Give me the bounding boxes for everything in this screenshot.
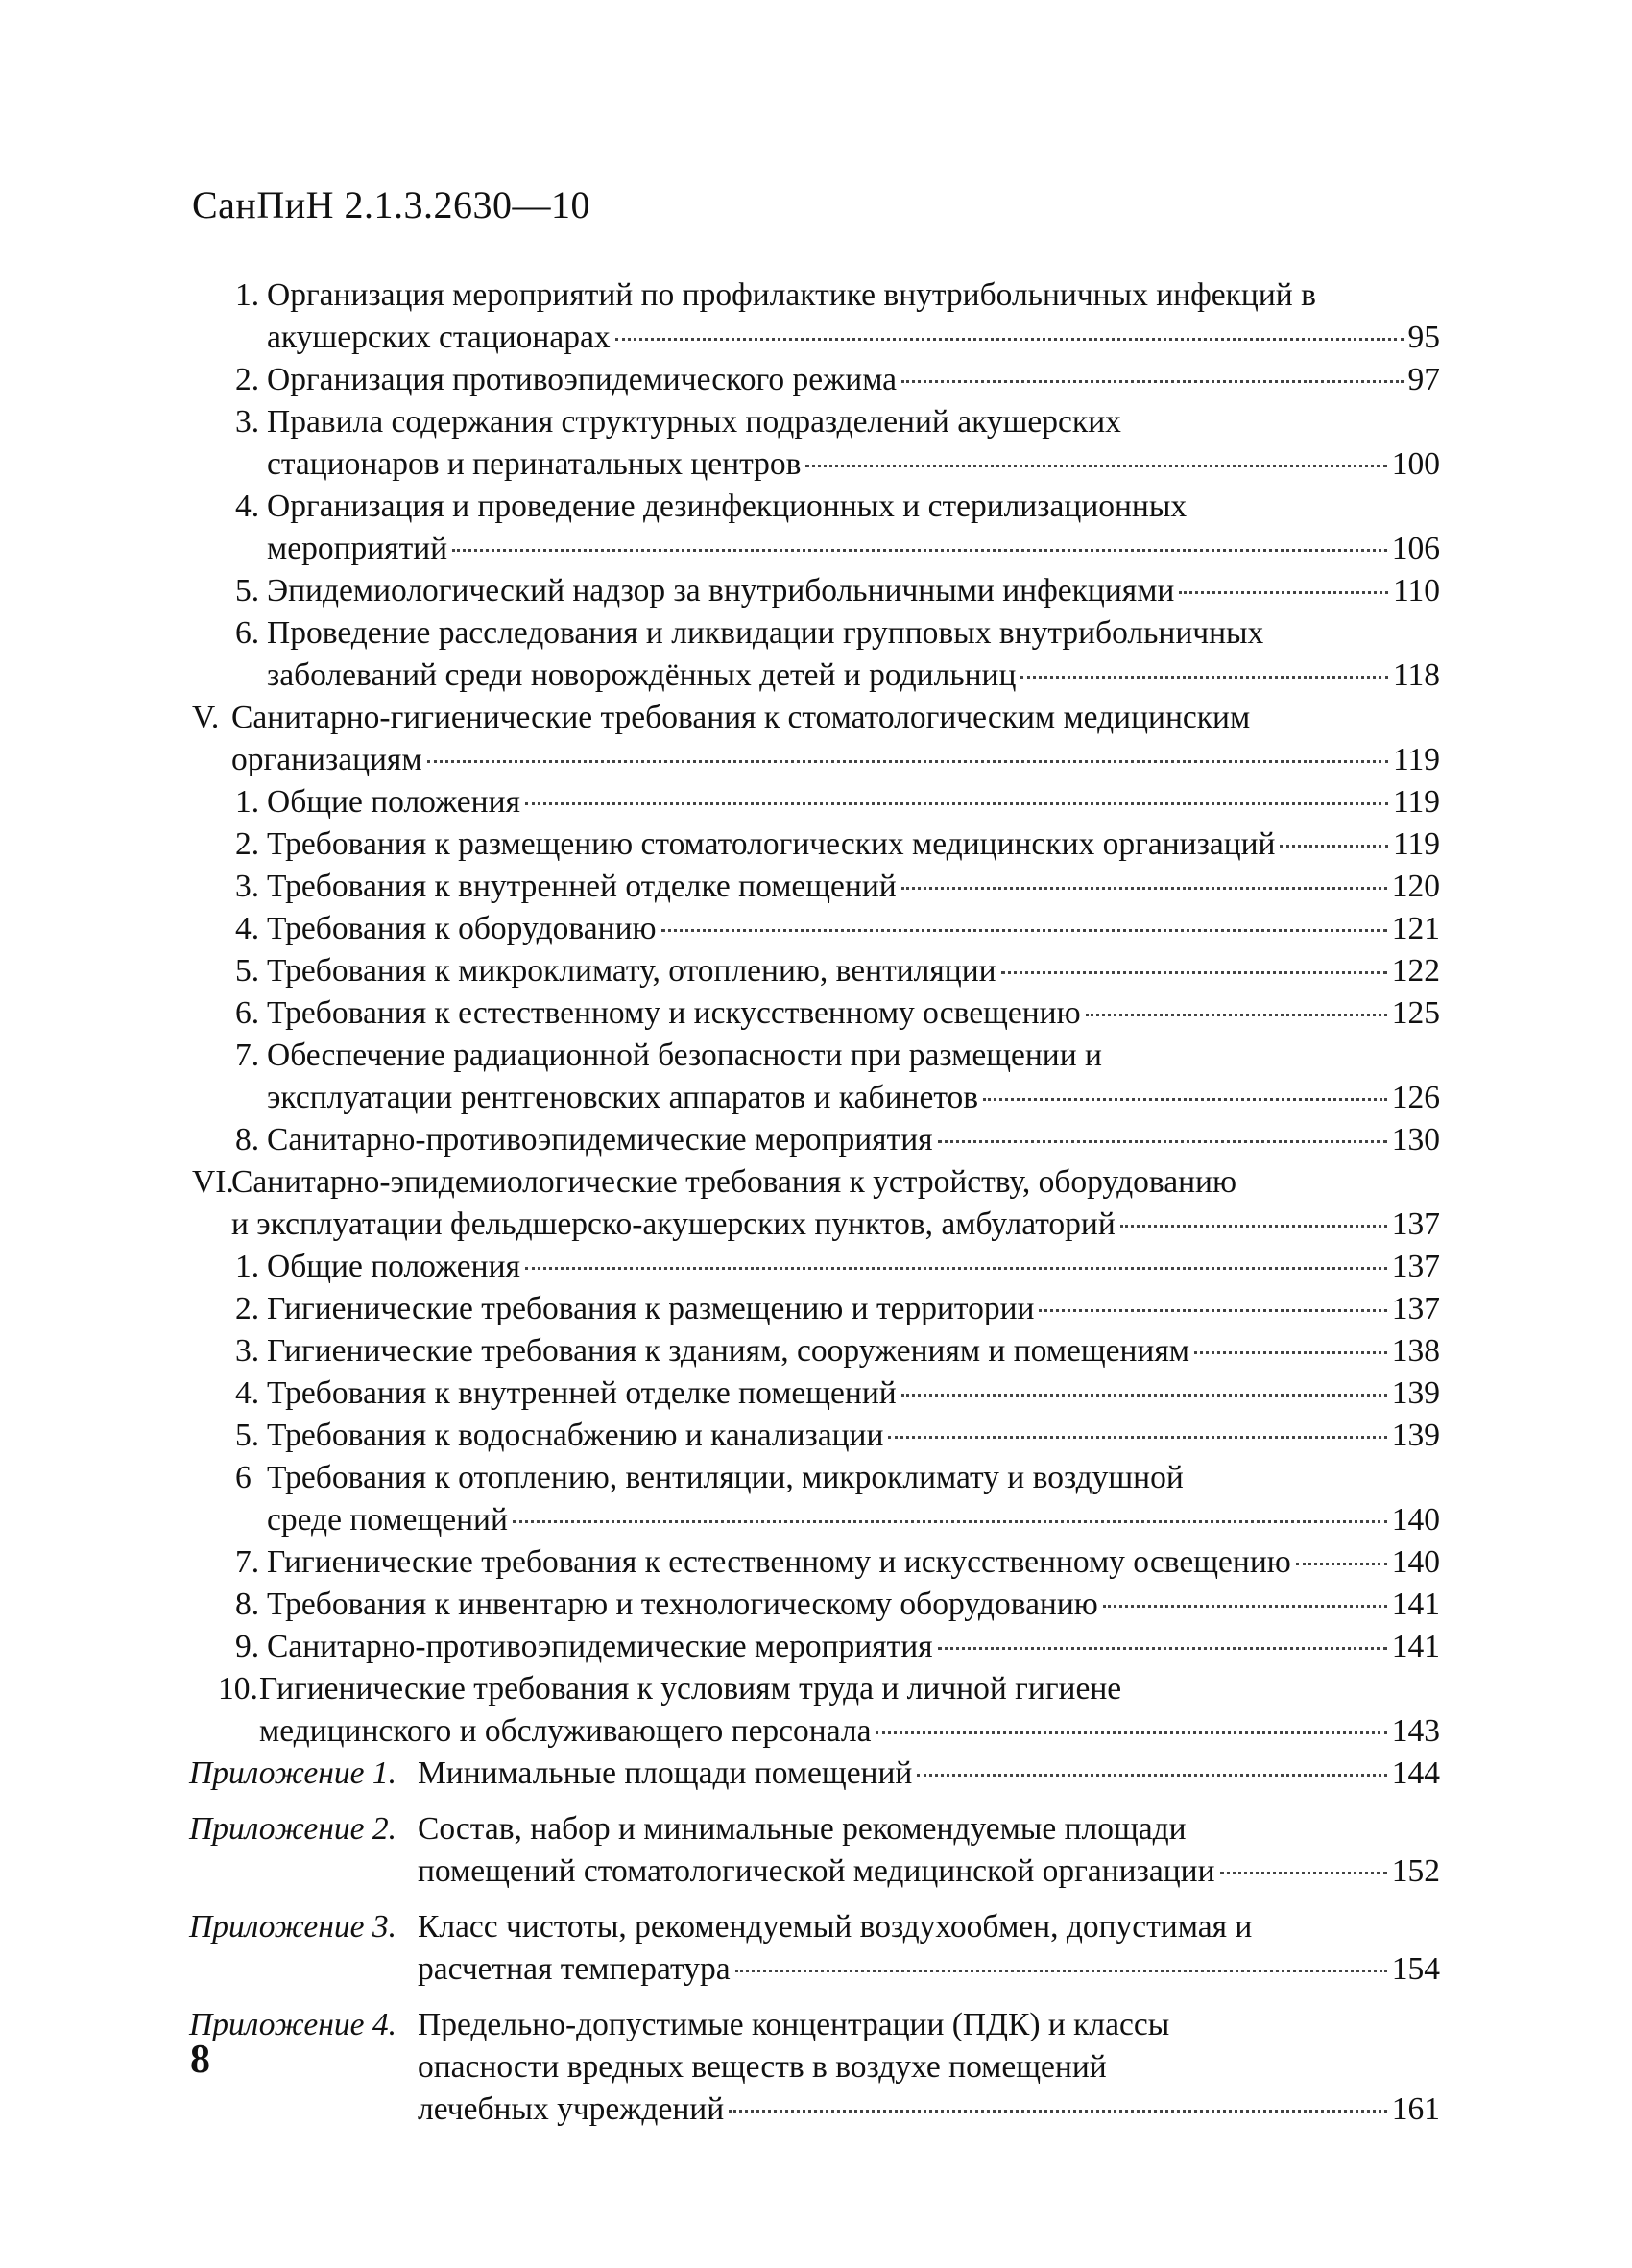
dot-leader [1086, 1014, 1387, 1016]
toc-entry [0, 1035, 1632, 1119]
entry-title-line: заболеваний среди новорождённых детей и родильниц [267, 657, 1017, 693]
dot-leader [513, 1520, 1387, 1523]
dot-leader [901, 1394, 1387, 1397]
entry-page-number: 122 [1391, 953, 1440, 989]
entry-title-line: Проведение расследования и ликвидации групповых внутрибольничных [267, 615, 1264, 651]
entry-title-line: Общие положения [267, 784, 520, 820]
entry-number: 1. [235, 784, 260, 820]
dot-leader [427, 760, 1388, 763]
dot-leader [1020, 676, 1388, 679]
entry-title-line: Обеспечение радиационной безопасности при размещении и [267, 1038, 1102, 1073]
entry-title-line: Санитарно-эпидемиологические требования к устройству, оборудованию [231, 1164, 1236, 1200]
entry-page-number: 154 [1391, 1951, 1440, 1987]
dot-leader [525, 802, 1388, 805]
entry-page-number: 106 [1391, 531, 1440, 566]
entry-title-line: медицинского и обслуживающего персонала [259, 1713, 872, 1749]
dot-leader [661, 929, 1387, 932]
toc-entry [0, 1906, 1632, 1991]
toc-entry [0, 2004, 1632, 2131]
entry-number: VI. [192, 1164, 234, 1200]
entry-page-number: 137 [1391, 1249, 1440, 1284]
entry-number: 3. [235, 869, 260, 904]
dot-leader [1120, 1225, 1387, 1228]
entry-page-number: 141 [1391, 1629, 1440, 1664]
dot-leader [917, 1774, 1386, 1777]
dot-leader [1220, 1872, 1387, 1874]
entry-title-line: Санитарно-противоэпидемические мероприятия [267, 1122, 933, 1158]
entry-number: 8. [235, 1122, 260, 1158]
dot-leader [525, 1267, 1387, 1270]
appendix-label: Приложение 4. [189, 2007, 396, 2042]
toc-entry [0, 1584, 1632, 1626]
entry-number: 6 [235, 1460, 252, 1495]
entry-title-line: Класс чистоты, рекомендуемый воздухообмен, допустимая и [418, 1909, 1253, 1945]
dot-leader [1103, 1605, 1387, 1608]
entry-number: 1. [235, 1249, 260, 1284]
toc-entry [0, 486, 1632, 570]
entry-title-line: Организация мероприятий по профилактике внутрибольничных инфекций в [267, 277, 1316, 313]
dot-leader [938, 1140, 1387, 1143]
entry-page-number: 118 [1392, 657, 1440, 693]
entry-page-number: 140 [1391, 1544, 1440, 1580]
entry-page-number: 152 [1391, 1853, 1440, 1889]
entry-title-line: Организация и проведение дезинфекционных и стерилизационных [267, 489, 1188, 524]
entry-title-line: Гигиенические требования к условиям труда и личной гигиене [259, 1671, 1122, 1707]
dot-leader [735, 1970, 1387, 1972]
entry-title-line: Требования к естественному и искусственному освещению [267, 995, 1081, 1031]
entry-title-line: Санитарно-гигиенические требования к стоматологическим медицинским [231, 700, 1251, 735]
dot-leader [1194, 1351, 1387, 1354]
entry-number: V. [192, 700, 220, 735]
entry-page-number: 95 [1407, 320, 1440, 355]
entry-title-line: Санитарно-противоэпидемические мероприятия [267, 1629, 933, 1664]
dot-leader [1296, 1563, 1387, 1565]
entry-title-line: Требования к размещению стоматологических медицинских организаций [267, 826, 1276, 862]
dot-leader [1280, 845, 1388, 848]
entry-number: 6. [235, 995, 260, 1031]
entry-page-number: 138 [1391, 1333, 1440, 1369]
document-header: СанПиН 2.1.3.2630—10 [192, 183, 591, 227]
entry-number: 5. [235, 953, 260, 989]
entry-number: 2. [235, 1291, 260, 1326]
entry-title-line: Требования к внутренней отделке помещений [267, 869, 897, 904]
entry-title-line: Требования к инвентарю и технологическому оборудованию [267, 1587, 1098, 1622]
entry-title-line: Требования к внутренней отделке помещений [267, 1375, 897, 1411]
entry-page-number: 100 [1391, 446, 1440, 482]
toc-entry [0, 992, 1632, 1035]
entry-number: 9. [235, 1629, 260, 1664]
toc-entry [0, 1288, 1632, 1330]
entry-title-line: эксплуатации рентгеновских аппаратов и кабинетов [267, 1080, 979, 1115]
appendix-label: Приложение 3. [189, 1909, 396, 1945]
entry-title-line: Гигиенические требования к размещению и территории [267, 1291, 1035, 1326]
entry-page-number: 137 [1391, 1206, 1440, 1242]
entry-number: 7. [235, 1038, 260, 1073]
toc-entry [0, 1541, 1632, 1584]
entry-title-line: расчетная температура [418, 1951, 731, 1987]
entry-number: 5. [235, 1418, 260, 1453]
toc-entry [0, 824, 1632, 866]
entry-number: 3. [235, 404, 260, 440]
entry-title-line: Организация противоэпидемического режима [267, 362, 898, 397]
entry-number: 5. [235, 573, 260, 609]
entry-title-line: Гигиенические требования к естественному и искусственному освещению [267, 1544, 1291, 1580]
entry-title-line: стационаров и перинатальных центров [267, 446, 802, 482]
entry-page-number: 126 [1391, 1080, 1440, 1115]
toc-entry [0, 1246, 1632, 1288]
appendix-label: Приложение 1. [189, 1755, 396, 1791]
toc-entry [0, 1415, 1632, 1457]
entry-number: 1. [235, 277, 260, 313]
entry-number: 4. [235, 1375, 260, 1411]
entry-number: 4. [235, 489, 260, 524]
dot-leader [901, 887, 1387, 890]
entry-page-number: 144 [1391, 1755, 1440, 1791]
toc-entry [0, 1808, 1632, 1893]
entry-title-line: мероприятий [267, 531, 448, 566]
entry-title-line: Эпидемиологический надзор за внутрибольничными инфекциями [267, 573, 1175, 609]
toc-entry [0, 570, 1632, 612]
entry-page-number: 119 [1392, 784, 1440, 820]
entry-title-line: опасности вредных веществ в воздухе помещений [418, 2049, 1107, 2085]
entry-number: 4. [235, 911, 260, 946]
toc-entry [0, 1668, 1632, 1753]
entry-number: 8. [235, 1587, 260, 1622]
page-number: 8 [190, 2038, 210, 2082]
toc-entry [0, 781, 1632, 824]
toc-entry [0, 1626, 1632, 1668]
entry-page-number: 119 [1392, 742, 1440, 777]
entry-title-line: Требования к отоплению, вентиляции, микроклимату и воздушной [267, 1460, 1184, 1495]
entry-title-line: организациям [231, 742, 422, 777]
entry-page-number: 139 [1391, 1375, 1440, 1411]
entry-number: 10. [218, 1671, 258, 1707]
entry-page-number: 110 [1392, 573, 1440, 609]
dot-leader [729, 2110, 1387, 2113]
dot-leader [938, 1647, 1387, 1650]
entry-title-line: Требования к оборудованию [267, 911, 657, 946]
entry-number: 6. [235, 615, 260, 651]
entry-title-line: акушерских стационарах [267, 320, 611, 355]
entry-title-line: Состав, набор и минимальные рекомендуемые площади [418, 1811, 1187, 1847]
entry-page-number: 120 [1391, 869, 1440, 904]
dot-leader [452, 549, 1387, 552]
table-of-contents [0, 275, 1632, 2131]
toc-entry [0, 359, 1632, 401]
entry-title-line: Предельно-допустимые концентрации (ПДК) и классы [418, 2007, 1170, 2042]
entry-title-line: Минимальные площади помещений [418, 1755, 913, 1791]
entry-title-line: Требования к микроклимату, отоплению, вентиляции [267, 953, 996, 989]
dot-leader [1039, 1309, 1386, 1312]
toc-entry [0, 1457, 1632, 1541]
toc-entry [0, 1330, 1632, 1373]
entry-page-number: 161 [1391, 2091, 1440, 2127]
entry-title-line: лечебных учреждений [418, 2091, 725, 2127]
entry-page-number: 125 [1391, 995, 1440, 1031]
entry-page-number: 97 [1407, 362, 1440, 397]
entry-title-line: среде помещений [267, 1502, 508, 1538]
entry-page-number: 137 [1391, 1291, 1440, 1326]
entry-title-line: Гигиенические требования к зданиям, сооружениям и помещениям [267, 1333, 1189, 1369]
toc-entry [0, 950, 1632, 992]
dot-leader [876, 1731, 1386, 1734]
dot-leader [805, 465, 1386, 467]
toc-entry [0, 275, 1632, 359]
entry-number: 3. [235, 1333, 260, 1369]
entry-number: 7. [235, 1544, 260, 1580]
entry-title-line: и эксплуатации фельдшерско-акушерских пунктов, амбулаторий [231, 1206, 1116, 1242]
entry-number: 2. [235, 826, 260, 862]
dot-leader [901, 380, 1403, 383]
toc-entry [0, 1373, 1632, 1415]
entry-title-line: помещений стоматологической медицинской организации [418, 1853, 1215, 1889]
entry-title-line: Правила содержания структурных подразделений акушерских [267, 404, 1121, 440]
entry-title-line: Общие положения [267, 1249, 520, 1284]
dot-leader [1179, 591, 1388, 594]
toc-entry [0, 697, 1632, 781]
dot-leader [983, 1098, 1387, 1101]
entry-page-number: 121 [1391, 911, 1440, 946]
toc-entry [0, 1753, 1632, 1795]
toc-entry [0, 866, 1632, 908]
dot-leader [888, 1436, 1386, 1439]
toc-entry [0, 908, 1632, 950]
entry-page-number: 139 [1391, 1418, 1440, 1453]
entry-page-number: 141 [1391, 1587, 1440, 1622]
dot-leader [615, 338, 1404, 341]
toc-entry [0, 1161, 1632, 1246]
entry-page-number: 140 [1391, 1502, 1440, 1538]
entry-page-number: 119 [1392, 826, 1440, 862]
toc-entry [0, 1119, 1632, 1161]
appendix-label: Приложение 2. [189, 1811, 396, 1847]
toc-entry [0, 612, 1632, 697]
entry-number: 2. [235, 362, 260, 397]
entry-page-number: 143 [1391, 1713, 1440, 1749]
toc-entry [0, 401, 1632, 486]
entry-page-number: 130 [1391, 1122, 1440, 1158]
dot-leader [1001, 971, 1387, 974]
entry-title-line: Требования к водоснабжению и канализации [267, 1418, 884, 1453]
